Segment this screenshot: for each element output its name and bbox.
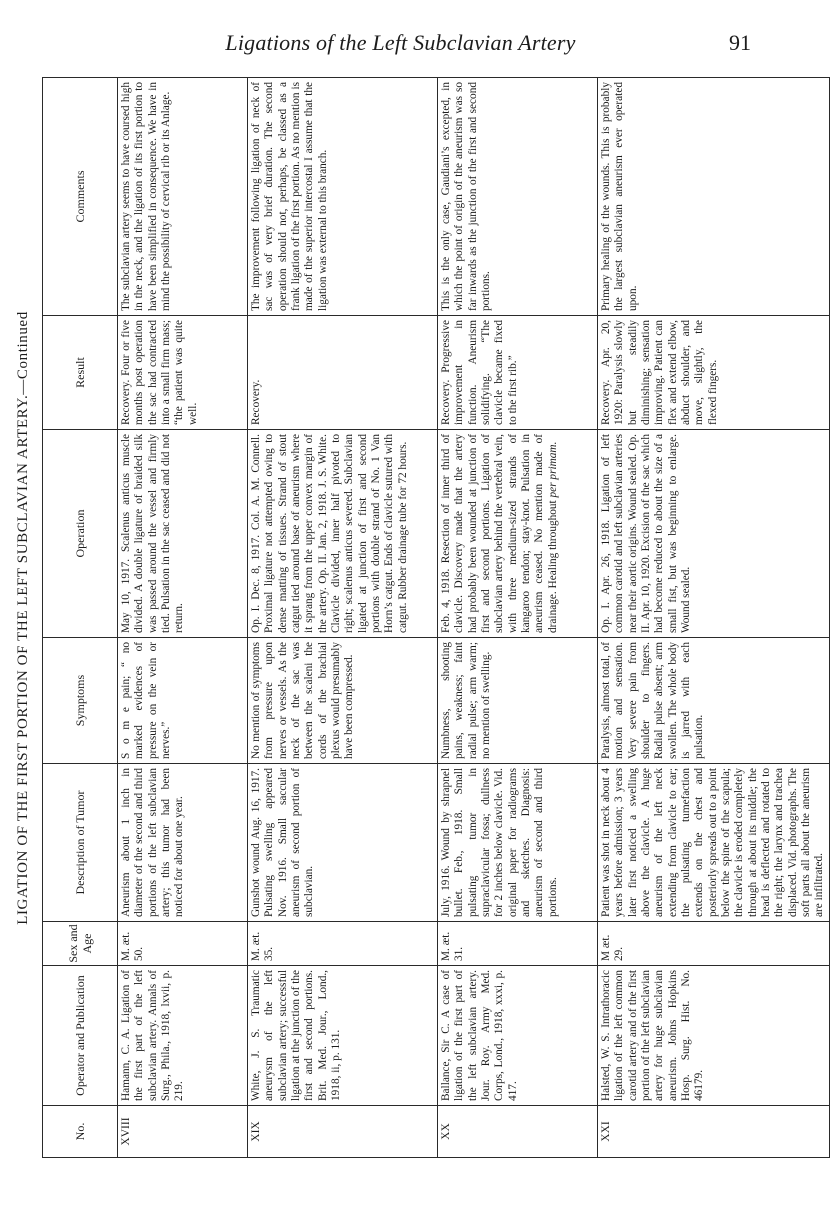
operator-cell: Hamann, C. A. Ligation of the first part of the left subclavian artery. Annals of Surg., Phila., 1918, lxvii, p. 219. [118, 966, 248, 1106]
header-no: No. [43, 1106, 118, 1158]
symptoms-cell: Paralysis, almost total, of motion and sensation. Very severe pain from shoulder to fingers. Radial pulse absent; arm swollen. The whole body is jarred with each pulsation. [598, 638, 830, 764]
operation-text: Feb. 4, 1918. Resection of inner third of clavicle. Discovery made that the artery had probably been wounded at junction of first and second portions. Ligation of subclavian artery behind the vertebral vein, with three medium-sized strands of kangaroo tendon; stay-knot. Pulsation in aneurism ceased. No mention made of drainage. Healing throughout [440, 434, 559, 633]
sex-age-cell: M. æt. 31. [438, 922, 598, 966]
rotated-table-block [8, 78, 826, 1158]
header-operator: Operator and Publication [43, 966, 118, 1106]
operation-cell: May 10, 1917. Scalenus anticus muscle divided. A double ligature of braided silk was passed around the vessel and firmly tied. Pulsation in the sac ceased and did not return. [118, 430, 248, 638]
header-comments: Comments [43, 78, 118, 316]
operator-cell: Halsted, W. S. Intrathoracic ligation of the left common carotid artery and of the first portion of the left subclavian artery for huge subclavian aneurism. Johns Hopkins Hosp. Surg. Hist. No. 46179. [598, 966, 830, 1106]
sex-age-cell: M æt. 29. [598, 922, 830, 966]
comments-cell: This is the only case, Gaudiani’s excepted, in which the point of origin of the aneurism was so far inwards as the junction of the first and second portions. [438, 78, 598, 316]
header-sex-age: Sex and Age [43, 922, 118, 966]
page-number: 91 [729, 30, 751, 55]
header-result: Result [43, 316, 118, 430]
comments-cell: The improvement following ligation of neck of sac was of very brief duration. The second operation should not, perhaps, be classed as a frank ligation of the first portion. As no mention is made of the superior intercostal I assume that the ligation was external to this branch. [248, 78, 438, 316]
operation-cell: Op. I. Apr. 26, 1918. Ligation of left common carotid and left subclavian arteries near their aortic origins. Wound sealed. Op. II. Apr. 10, 1920. Excision of the sac which had become reduced to about the size of a small fist, but was beginning to enlarge. Wound sealed. [598, 430, 830, 638]
table-row [438, 78, 598, 1158]
operation-cell: Op. I. Dec. 8, 1917. Col. A. M. Connell. Proximal ligature not attempted owing to dense matting of tissues. Strand of stout catgut tied around base of aneurism where it sprang from the upper convex margin of the artery. Op. II. Jan. 2, 1918. J. S. White. Clavicle divided, inner half pivoted to right; scalenus anticus severed. Subclavian ligated at junction of first and second portions with double strand of No. 1 Van Horn’s catgut. Ends of clavicle sutured with catgut. Rubber drainage tube for 72 hours. [248, 430, 438, 638]
result-cell: Recovery. Progressive improvement in function. Aneurism solidifying. “The clavicle became fixed to the first rib.” [438, 316, 598, 430]
table-caption: LIGATION OF THE FIRST PORTION OF THE LEFT SUBCLAVIAN ARTERY.—Continued [15, 311, 31, 925]
case-number: XX [438, 1106, 598, 1158]
case-number: XXI [598, 1106, 830, 1158]
table-row [118, 78, 248, 1158]
description-cell: Gunshot wound Aug. 16, 1917. Pulsating swelling appeared Nov. 1916. Small saccular aneurism of second portion of subclavian. [248, 764, 438, 922]
operator-cell: Ballance, Sir C. A case of ligation of the first part of the left subclavian artery. Jour. Roy. Army Med. Corps, Lond., 1918, xxxi, p. 417. [438, 966, 598, 1106]
symptoms-cell: S o m e pain; “ no marked evidences of pressure on the vein or nerves.” [118, 638, 248, 764]
header-symptoms: Symptoms [43, 638, 118, 764]
symptoms-cell: Numbness, shooting pains, weakness; faint radial pulse; arm warm; no mention of swelling. [438, 638, 598, 764]
sex-age-cell: M. æt. 50. [118, 922, 248, 966]
description-cell: Patient was shot in neck about 4 years before admission; 3 years later first noticed a swelling above the clavicle. A huge aneurism of the left neck extending from clavicle to ear; the pulsating tumefaction extends on the chest and posteriorly spreads out to a point below the spine of the scapula; the clavicle is eroded completely through at about its middle; the head is deflected and rotated to the right; the larynx and trachea displaced. Vid. photographs. The soft parts all about the aneurism are infiltrated. [598, 764, 830, 922]
table-row [598, 78, 830, 1158]
operator-cell: White, J. S. Traumatic aneurysm of the left subclavian artery; successful ligation at the junction of the first and second portions. Brit. Med. Jour., Lond., 1918, ii, p. 131. [248, 966, 438, 1106]
operation-cell [438, 430, 598, 638]
running-title: Ligations of the Left Subclavian Artery [225, 30, 576, 55]
case-number: XVIII [118, 1106, 248, 1158]
ligation-table [42, 77, 830, 1158]
header-operation: Operation [43, 430, 118, 638]
result-cell: Recovery. Four or five months post operation the sac had contracted into a small firm mass; “the patient was quite well. [118, 316, 248, 430]
symptoms-cell: No mention of symptoms from pressure upon nerves or vessels. As the neck of the sac was between the scaleni the cords of the brachial plexus would presumably have been compressed. [248, 638, 438, 764]
comments-cell: The subclavian artery seems to have coursed high in the neck, and the ligation of its first portion to have been simplified in consequence. We have in mind the possibility of cervical rib or its Anlage. [118, 78, 248, 316]
comments-cell: Primary healing of the wounds. This is probably the largest subclavian aneurism ever operated upon. [598, 78, 830, 316]
running-head [0, 0, 801, 60]
header-row [43, 78, 118, 1158]
table-row [248, 78, 438, 1158]
operation-italic-tail: per primam. [546, 441, 559, 498]
description-cell: Aneurism about 1 inch in diameter of the second and third portions of the left subclavian artery; this tumor had been noticed for about one year. [118, 764, 248, 922]
case-number: XIX [248, 1106, 438, 1158]
sex-age-cell: M. æt. 35. [248, 922, 438, 966]
header-description: Description of Tumor [43, 764, 118, 922]
description-cell: July, 1916. Wound by shrapnel bullet. Feb., 1918. Small pulsating tumor in supraclavicular fossa; dullness for 2 inches below clavicle. Vid. original paper for radiograms and sketches. Diagnosis: aneurism of second and third portions. [438, 764, 598, 922]
result-cell: Recovery. [248, 316, 438, 430]
result-cell: Recovery. Apr. 20, 1920: Paralysis slowly but steadily diminishing; sensation improving. Patient can flex and extend elbow, abduct shoulder, and move, slightly, the flexed fingers. [598, 316, 830, 430]
